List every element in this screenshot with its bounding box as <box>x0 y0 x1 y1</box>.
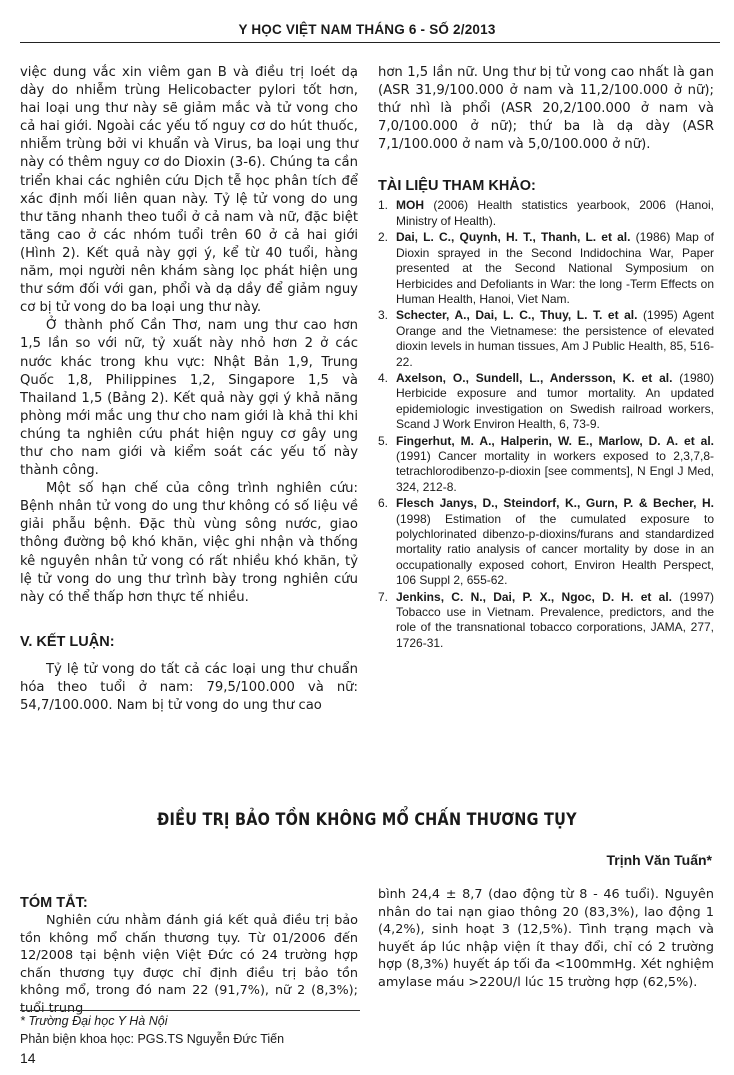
reference-item: 4. Axelson, O., Sundell, L., Andersson, K. et al. (1980) Herbicide exposure and tumor mortality. An updated epidemiologic investigation on Swedish railroad workers, Scand J Work Environ Health, 6, 73-9. <box>378 370 714 432</box>
reference-item: 2. Dai, L. C., Quynh, H. T., Thanh, L. et al. (1986) Map of Dioxin sprayed in the Second Indidochina War, Paper presented at the Second National Symposium on Herbicides and Defoliants in War: the long -Term Effects on Human Health, Hanoi, Viet Nam. <box>378 230 714 306</box>
left-paragraph-3: Một số hạn chế của công trình nghiên cứu: Bệnh nhân tử vong do ung thư không có số liệu về giải phẫu bệnh. Đặc thù vùng sông nước, giao thông đường bộ khó khăn, việc ghi nhận và thống kê nguyên nhân tử vong có rất nhiều khó khăn, tỷ lệ tử vong do ung thư trình bày trong nghiên cứu này có thể thấp hơn thực tế nhiều. <box>20 481 358 605</box>
reference-item: 6. Flesch Janys, D., Steindorf, K., Gurn, P. & Becher, H. (1998) Estimation of the cumulated exposure to polychlorinated dibenzo-p-dioxins/furans and standardized mortality ratio analysis of cancer mortality by dose in an occupationally exposed cohort, Environ Health Perspect, 106 Suppl 2, 655-62. <box>378 496 714 588</box>
right-column <box>378 64 714 652</box>
affiliation-footnote: * Trường Đại học Y Hà Nội <box>20 1014 168 1028</box>
left-column <box>20 64 358 715</box>
reference-item: 7. Jenkins, C. N., Dai, P. X., Ngoc, D. H. et al. (1997) Tobacco use in Vietnam. Prevalence, predictors, and the role of the transnational tobacco corporations, JAMA, 277, 1726-31. <box>378 589 715 650</box>
left-paragraph-1: việc dung vắc xin viêm gan B và điều trị loét dạ dày do nhiễm trùng Helicobacter pylori tốt hơn, hai loại ung thư này sẽ giảm mắc và tử vong cho cả hai giới. Ngoài các yếu tố nguy cơ do hút thuốc, nhiễm trùng bởi vi khuẩn và Virus, ba loại ung thư này có thêm nguy cơ do Dioxin (3-6). Chúng ta cần triển khai các nghiên cứu Dịch tễ học phân tích để xác định mối liên quan này. Tỷ lệ tử vong do ung thư tăng nhanh theo tuổi ở cả nam và nữ, đặc biệt tăng cao ở các nhóm tuổi trên 60 ở cả hai giới (Hình 2). Kết quả này gợi ý, kể từ 40 tuổi, hàng năm, mọi người nên khám sàng lọc phát hiện ung thư sớm đối với gan, phổi và dạ dầy để giảm nguy cơ bị tử vong do ba loại ung thư này. <box>20 65 358 316</box>
conclusion-heading: V. KẾT LUẬN: <box>20 633 115 650</box>
reference-item: 5. Fingerhut, M. A., Halperin, W. E., Marlow, D. A. et al. (1991) Cancer mortality in workers exposed to 2,3,7,8-tetrachlorodibenzo-p-dioxin [see comments], N Engl J Med, 324, 212-8. <box>378 433 714 494</box>
summary-right: bình 24,4 ± 8,7 (dao động từ 8 - 46 tuổi). Nguyên nhân do tai nạn giao thông 20 (83,3%), lao động 1 (4,2%), sinh hoạt 3 (12,5%). Tình trạng mạch và huyết áp lúc nhập viện ít thay đổi, chỉ có 2 trường hợp (8,3%) huyết áp tối đa <100mmHg. Xét nghiệm amylase máu >220U/l lúc 15 trường hợp (62,5%). <box>378 887 714 990</box>
references-heading: TÀI LIỆU THAM KHẢO: <box>378 178 536 195</box>
summary-heading: TÓM TẮT: <box>20 895 88 911</box>
reviewer-note: Phản biện khoa học: PGS.TS Nguyễn Đức Tiến <box>20 1032 285 1046</box>
left-paragraph-4: Tỷ lệ tử vong do tất cả các loại ung thư chuẩn hóa theo tuổi ở nam: 79,5/100.000 và nữ: 54,7/100.000. Nam bị tử vong do ung thư cao <box>20 661 358 714</box>
page-number: 14 <box>20 1050 36 1066</box>
reference-item: 3. Schecter, A., Dai, L. C., Thuy, L. T. et al. (1995) Agent Orange and the Vietnamese: the persistence of elevated dioxin levels in human tissues, Am J Public Health, 85, 516-22. <box>378 308 714 369</box>
right-paragraph-1: hơn 1,5 lần nữ. Ung thư bị tử vong cao nhất là gan (ASR 31,9/100.000 ở nam và 11,2/100.000 ở nữ); thứ nhì là phổi (ASR 20,2/100.000 ở nam và 7,0/100.000 ở nữ); thứ ba là dạ dày (ASR 7,1/100.000 ở nam và 5,0/100.000 ở nữ). <box>378 65 714 153</box>
journal-header: Y HỌC VIỆT NAM THÁNG 6 - SỐ 2/2013 <box>238 22 496 37</box>
article-author: Trịnh Văn Tuấn* <box>606 852 712 868</box>
references-list <box>378 198 714 651</box>
footnote-rule <box>20 1010 360 1011</box>
header-rule <box>20 42 720 43</box>
article-title: ĐIỀU TRỊ BẢO TỒN KHÔNG MỔ CHẤN THƯƠNG TỤY <box>157 810 577 830</box>
summary-left: Nghiên cứu nhằm đánh giá kết quả điều trị bảo tồn không mổ chấn thương tụy. Từ 01/2006 đến 12/2008 tại bệnh viện Việt Đức có 24 trường hợp chấn thương tụy được chỉ định điều trị bảo tồn không mổ, trong đó nam 22 (91,7%), nữ 2 (8,3%); tuổi trung <box>20 913 358 1016</box>
left-paragraph-2: Ở thành phố Cần Thơ, nam ung thư cao hơn 1,5 lần so với nữ, tỷ xuất này nhỏ hơn 2 ở các nước khác trong khu vực: Nhật Bản 1,9, Trung Quốc 1,8, Philippines 1,2, Singapore 1,5 và Thailand 1,5 (Bảng 2). Kết quả này gợi ý khả năng phòng mới mắc ung thư cho nam giới là khả thi khi chúng ta nghiên cứu phát hiện nguy cơ gây ung thư cho nam giới và kiểm soát các yếu tố này thành công. <box>20 318 358 479</box>
reference-item: 1. MOH (2006) Health statistics yearbook, 2006 (Hanoi, Ministry of Health). <box>378 198 714 228</box>
